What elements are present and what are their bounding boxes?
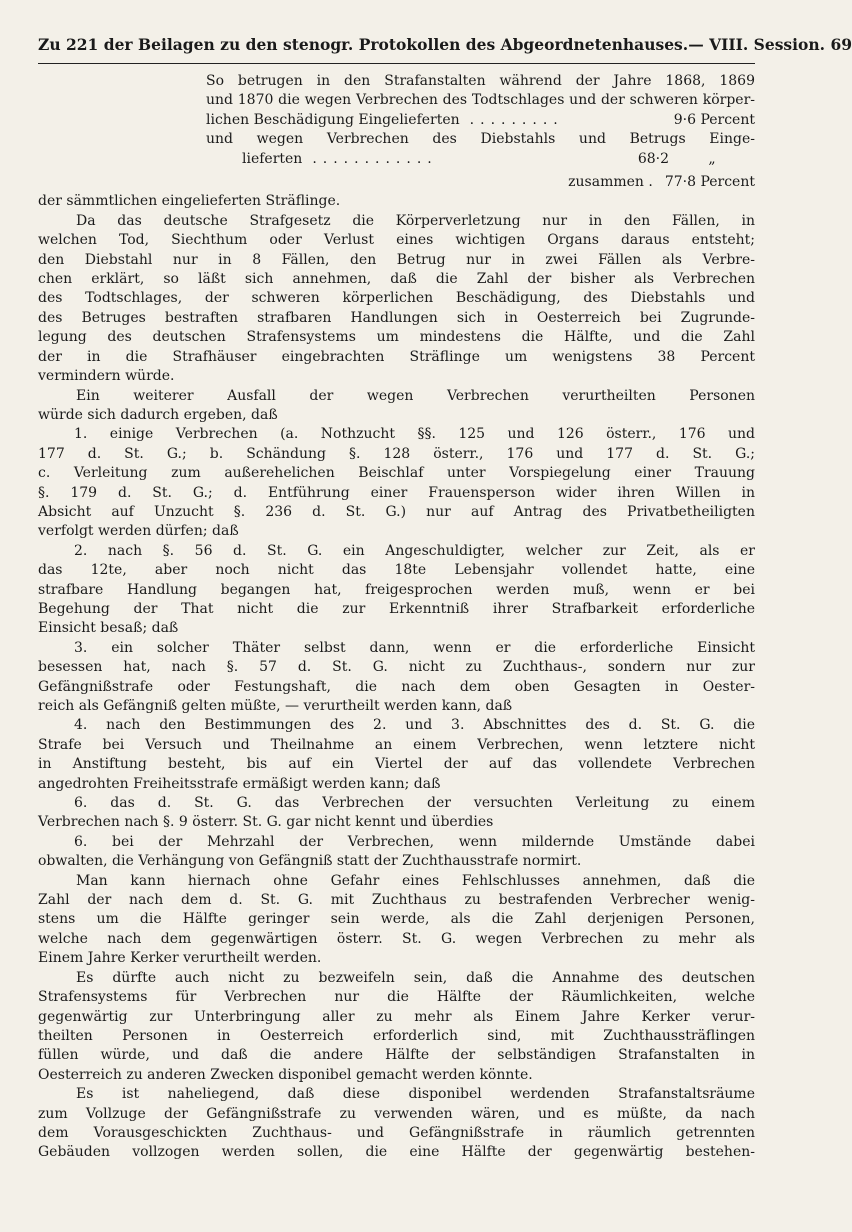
text-line: obwalten, die Verhängung von Gefängniß statt der Zuchthausstrafe normirt. xyxy=(38,853,582,870)
text-line: §. 179 d. St. G.; d. Entführung einer Frauensperson wider ihren Willen in xyxy=(38,484,755,501)
header-rule xyxy=(38,63,755,64)
list-item-start: 2. nach §. 56 d. St. G. ein Angeschuldigter, welcher zur Zeit, als er xyxy=(74,542,755,559)
text-line: des Betruges bestraften strafbaren Handlungen sich in Oesterreich bei Zugrunde- xyxy=(38,309,755,326)
text-line: angedrohten Freiheitsstrafe ermäßigt werden kann; daß xyxy=(38,775,441,792)
text-line: füllen würde, und daß die andere Hälfte der selbständigen Strafanstalten in xyxy=(38,1047,755,1064)
text-line: des Todtschlages, der schweren körperlichen Beschädigung, des Diebstahls und xyxy=(38,290,755,307)
list-item-start: 4. nach den Bestimmungen des 2. und 3. Abschnittes des d. St. G. die xyxy=(74,717,755,734)
text-line: Strafensystems für Verbrechen nur die Hälfte der Räumlichkeiten, welche xyxy=(38,989,755,1006)
text-line: c. Verleitung zum außerehelichen Beischlaf unter Vorspiegelung einer Trauung xyxy=(38,465,755,482)
statistic-row xyxy=(206,111,755,130)
row-unit: „ xyxy=(708,150,716,167)
text-line: 177 d. St. G.; b. Schändung §. 128 österr., 176 und 177 d. St. G.; xyxy=(38,445,755,462)
row-value: 68·2 xyxy=(637,150,669,167)
text-line: zum Vollzuge der Gefängnißstrafe zu verwenden wären, und es müßte, da nach xyxy=(38,1105,755,1122)
text-line: Absicht auf Unzucht §. 236 d. St. G.) nur auf Antrag des Privatbetheiligten xyxy=(38,503,755,520)
text-line: Oesterreich zu anderen Zwecken disponibel gemacht werden könnte. xyxy=(38,1066,533,1083)
paragraph-start: Da das deutsche Strafgesetz die Körperverletzung nur in den Fällen, in xyxy=(76,212,755,229)
text-line: der in die Strafhäuser eingebrachten Sträflinge um wenigstens 38 Percent xyxy=(38,348,755,365)
header-page-number: — VIII. Session. 69 xyxy=(688,35,852,54)
row-label: lieferten xyxy=(242,150,303,167)
paragraph-start: Man kann hiernach ohne Gefahr eines Fehlschlusses annehmen, daß die xyxy=(76,872,755,889)
text-line: welche nach dem gegenwärtigen österr. St. G. wegen Verbrechen zu mehr als xyxy=(38,930,755,947)
text-line: reich als Gefängniß gelten müßte, — verurtheilt werden kann, daß xyxy=(38,698,513,714)
text-line: Zahl der nach dem d. St. G. mit Zuchthaus zu bestrafenden Verbrecher wenig- xyxy=(38,892,755,909)
text-line: Einem Jahre Kerker verurtheilt werden. xyxy=(38,950,322,967)
text-line: in Anstiftung besteht, bis auf ein Viertel der auf das vollendete Verbrechen xyxy=(38,756,755,773)
header-title: Zu 221 der Beilagen zu den stenogr. Protokollen des Abgeordnetenhauses. xyxy=(38,35,689,54)
text-line: gegenwärtig zur Unterbringung aller zu mehr als Einem Jahre Kerker verur- xyxy=(38,1008,755,1025)
text-line: theilten Personen in Oesterreich erforderlich sind, mit Zuchthaussträflingen xyxy=(38,1027,755,1044)
text-line: und 1870 die wegen Verbrechen des Todtschlages und der schweren körper- xyxy=(206,92,755,109)
sum-label: zusammen . xyxy=(568,174,653,191)
sum-row xyxy=(206,173,755,192)
statistics-block xyxy=(38,72,755,192)
paragraph-start: Es dürfte auch nicht zu bezweifeln sein, daß die Annahme des deutschen xyxy=(76,969,755,986)
list-item-start: 1. einige Verbrechen (a. Nothzucht §§. 125 und 126 österr., 176 und xyxy=(74,426,755,443)
text-line: Verbrechen nach §. 9 österr. St. G. gar nicht kennt und überdies xyxy=(38,814,494,831)
text-line: chen erklärt, so läßt sich annehmen, daß die Zahl der bisher als Verbrechen xyxy=(38,271,755,288)
paragraph-start: Es ist naheliegend, daß diese disponibel werdenden Strafanstaltsräume xyxy=(76,1086,755,1103)
text-line: Strafe bei Versuch und Theilnahme an einem Verbrechen, wenn letztere nicht xyxy=(38,736,755,753)
row-label: lichen Beschädigung Eingelieferten xyxy=(206,111,460,128)
text-line: vermindern würde. xyxy=(38,368,175,385)
sum-value: 77·8 Percent xyxy=(664,174,755,191)
statistic-row xyxy=(206,150,755,169)
text-line: So betrugen in den Strafanstalten während der Jahre 1868, 1869 xyxy=(206,73,755,89)
leader-dots: ............ xyxy=(312,150,438,167)
list-item-start: 6. das d. St. G. das Verbrechen der versuchten Verleitung zu einem xyxy=(74,795,755,812)
text-line: Begehung der That nicht die zur Erkenntniß ihrer Strafbarkeit erforderliche xyxy=(38,600,755,617)
text-line: verfolgt werden dürfen; daß xyxy=(38,523,239,540)
text-line: Gebäuden vollzogen werden sollen, die eine Hälfte der gegenwärtig bestehen- xyxy=(38,1144,755,1161)
text-line: würde sich dadurch ergeben, daß xyxy=(38,406,278,423)
text-line: der sämmtlichen eingelieferten Sträflinge. xyxy=(38,193,341,210)
text-line: Gefängnißstrafe oder Festungshaft, die nach dem oben Gesagten in Oester- xyxy=(38,678,755,695)
text-line: Einsicht besaß; daß xyxy=(38,620,179,637)
text-line: strafbare Handlung begangen hat, freigesprochen werden muß, wenn er bei xyxy=(38,581,755,598)
row-value: 9·6 Percent xyxy=(673,111,755,128)
leader-dots: ......... xyxy=(469,111,564,128)
text-line: besessen hat, nach §. 57 d. St. G. nicht zu Zuchthaus-, sondern nur zur xyxy=(38,659,755,676)
list-item-start: 3. ein solcher Thäter selbst dann, wenn er die erforderliche Einsicht xyxy=(74,639,755,656)
text-line: und wegen Verbrechen des Diebstahls und Betrugs Einge- xyxy=(206,131,755,148)
text-line: das 12te, aber noch nicht das 18te Lebensjahr vollendet hatte, eine xyxy=(38,562,755,579)
text-line: legung des deutschen Strafensystems um mindestens die Hälfte, und die Zahl xyxy=(38,329,755,346)
page-header xyxy=(38,34,852,63)
text-line: den Diebstahl nur in 8 Fällen, den Betrug nur in zwei Fällen als Verbre- xyxy=(38,251,755,268)
text-line: dem Vorausgeschickten Zuchthaus- und Gefängnißstrafe in räumlich getrennten xyxy=(38,1124,755,1141)
list-item-start: 6. bei der Mehrzahl der Verbrechen, wenn mildernde Umstände dabei xyxy=(74,833,755,850)
text-line: welchen Tod, Siechthum oder Verlust eines wichtigen Organs daraus entsteht; xyxy=(38,232,755,249)
main-text xyxy=(38,192,755,1162)
paragraph-start: Ein weiterer Ausfall der wegen Verbrechen verurtheilten Personen xyxy=(76,387,755,404)
text-line: stens um die Hälfte geringer sein werde, als die Zahl derjenigen Personen, xyxy=(38,911,755,928)
